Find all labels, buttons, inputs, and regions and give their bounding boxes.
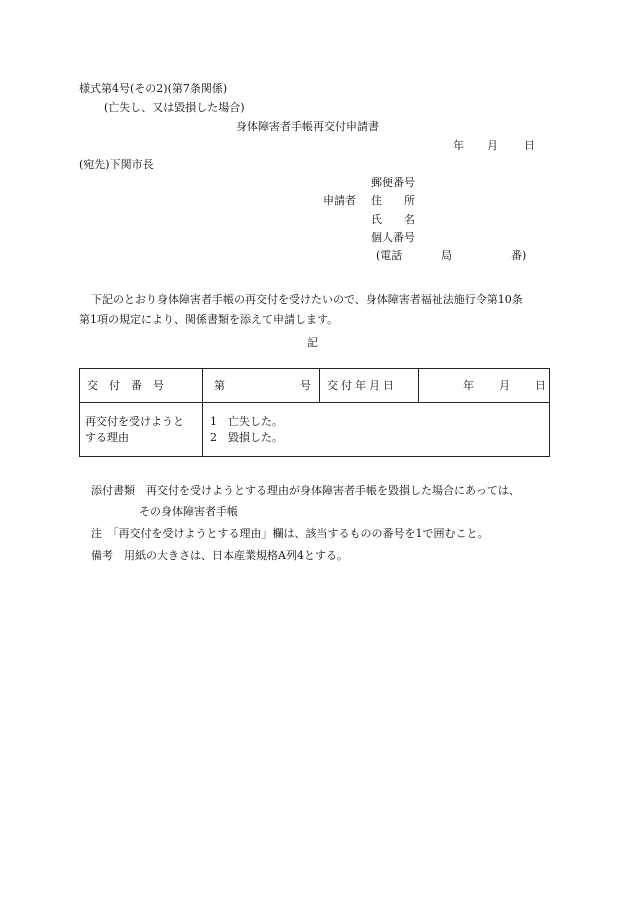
personal-number-label: 個人番号 <box>371 231 415 244</box>
go-label: 号 <box>300 379 311 392</box>
table-col-divider <box>202 402 203 456</box>
table-month-label: 月 <box>499 379 510 392</box>
postal-code-label: 郵便番号 <box>371 176 415 189</box>
issue-date-label: 交付年月日 <box>327 379 397 392</box>
issue-number-label: 交 付 番 号 <box>87 379 164 392</box>
dai-label: 第 <box>214 379 225 392</box>
date-day-label: 日 <box>524 139 535 152</box>
table-col-divider <box>418 369 419 402</box>
reason-option: 1 亡失した。 <box>210 415 283 428</box>
case-note: (亡失し、又は毀損した場合) <box>104 101 245 114</box>
issue-table <box>79 368 550 457</box>
circle-note: 注 「再交付を受けようとする理由」欄は、該当するものの番号を1で囲むこと。 <box>91 527 489 540</box>
reason-label-line-2: する理由 <box>85 431 129 444</box>
table-col-divider <box>202 369 203 402</box>
page-title: 身体障害者手帳再交付申請書 <box>236 120 379 133</box>
ki-heading: 記 <box>307 336 318 349</box>
table-row-divider <box>80 402 549 403</box>
date-year-label: 年 <box>453 139 464 152</box>
address-label: 住 所 <box>371 194 415 207</box>
addressee: (宛先)下関市長 <box>79 158 154 171</box>
attachment-note-line-1: 添付書類 再交付を受けようとする理由が身体障害者手帳を毀損した場合にあっては、 <box>91 484 520 497</box>
body-line-2: 第1項の規定により、関係書類を添えて申請します。 <box>79 313 339 326</box>
phone-bureau-label: 局 <box>441 249 452 262</box>
phone-label: (電話 <box>376 249 403 262</box>
attachment-note-line-2: その身体障害者手帳 <box>139 505 238 518</box>
phone-number-label: 番) <box>511 249 527 262</box>
remarks-note: 備考 用紙の大きさは、日本産業規格A列4とする。 <box>91 549 348 562</box>
reason-option: 2 毀損した。 <box>210 431 283 444</box>
date-month-label: 月 <box>487 139 498 152</box>
table-day-label: 日 <box>535 379 546 392</box>
table-year-label: 年 <box>463 379 474 392</box>
body-line-1: 下記のとおり身体障害者手帳の再交付を受けたいので、身体障害者福祉法施行令第10条 <box>91 293 523 306</box>
form-number: 様式第4号(その2)(第7条関係) <box>79 82 228 95</box>
name-label: 氏 名 <box>371 213 415 226</box>
table-col-divider <box>319 369 320 402</box>
applicant-label: 申請者 <box>323 194 356 207</box>
reason-label-line-1: 再交付を受けようと <box>85 415 184 428</box>
